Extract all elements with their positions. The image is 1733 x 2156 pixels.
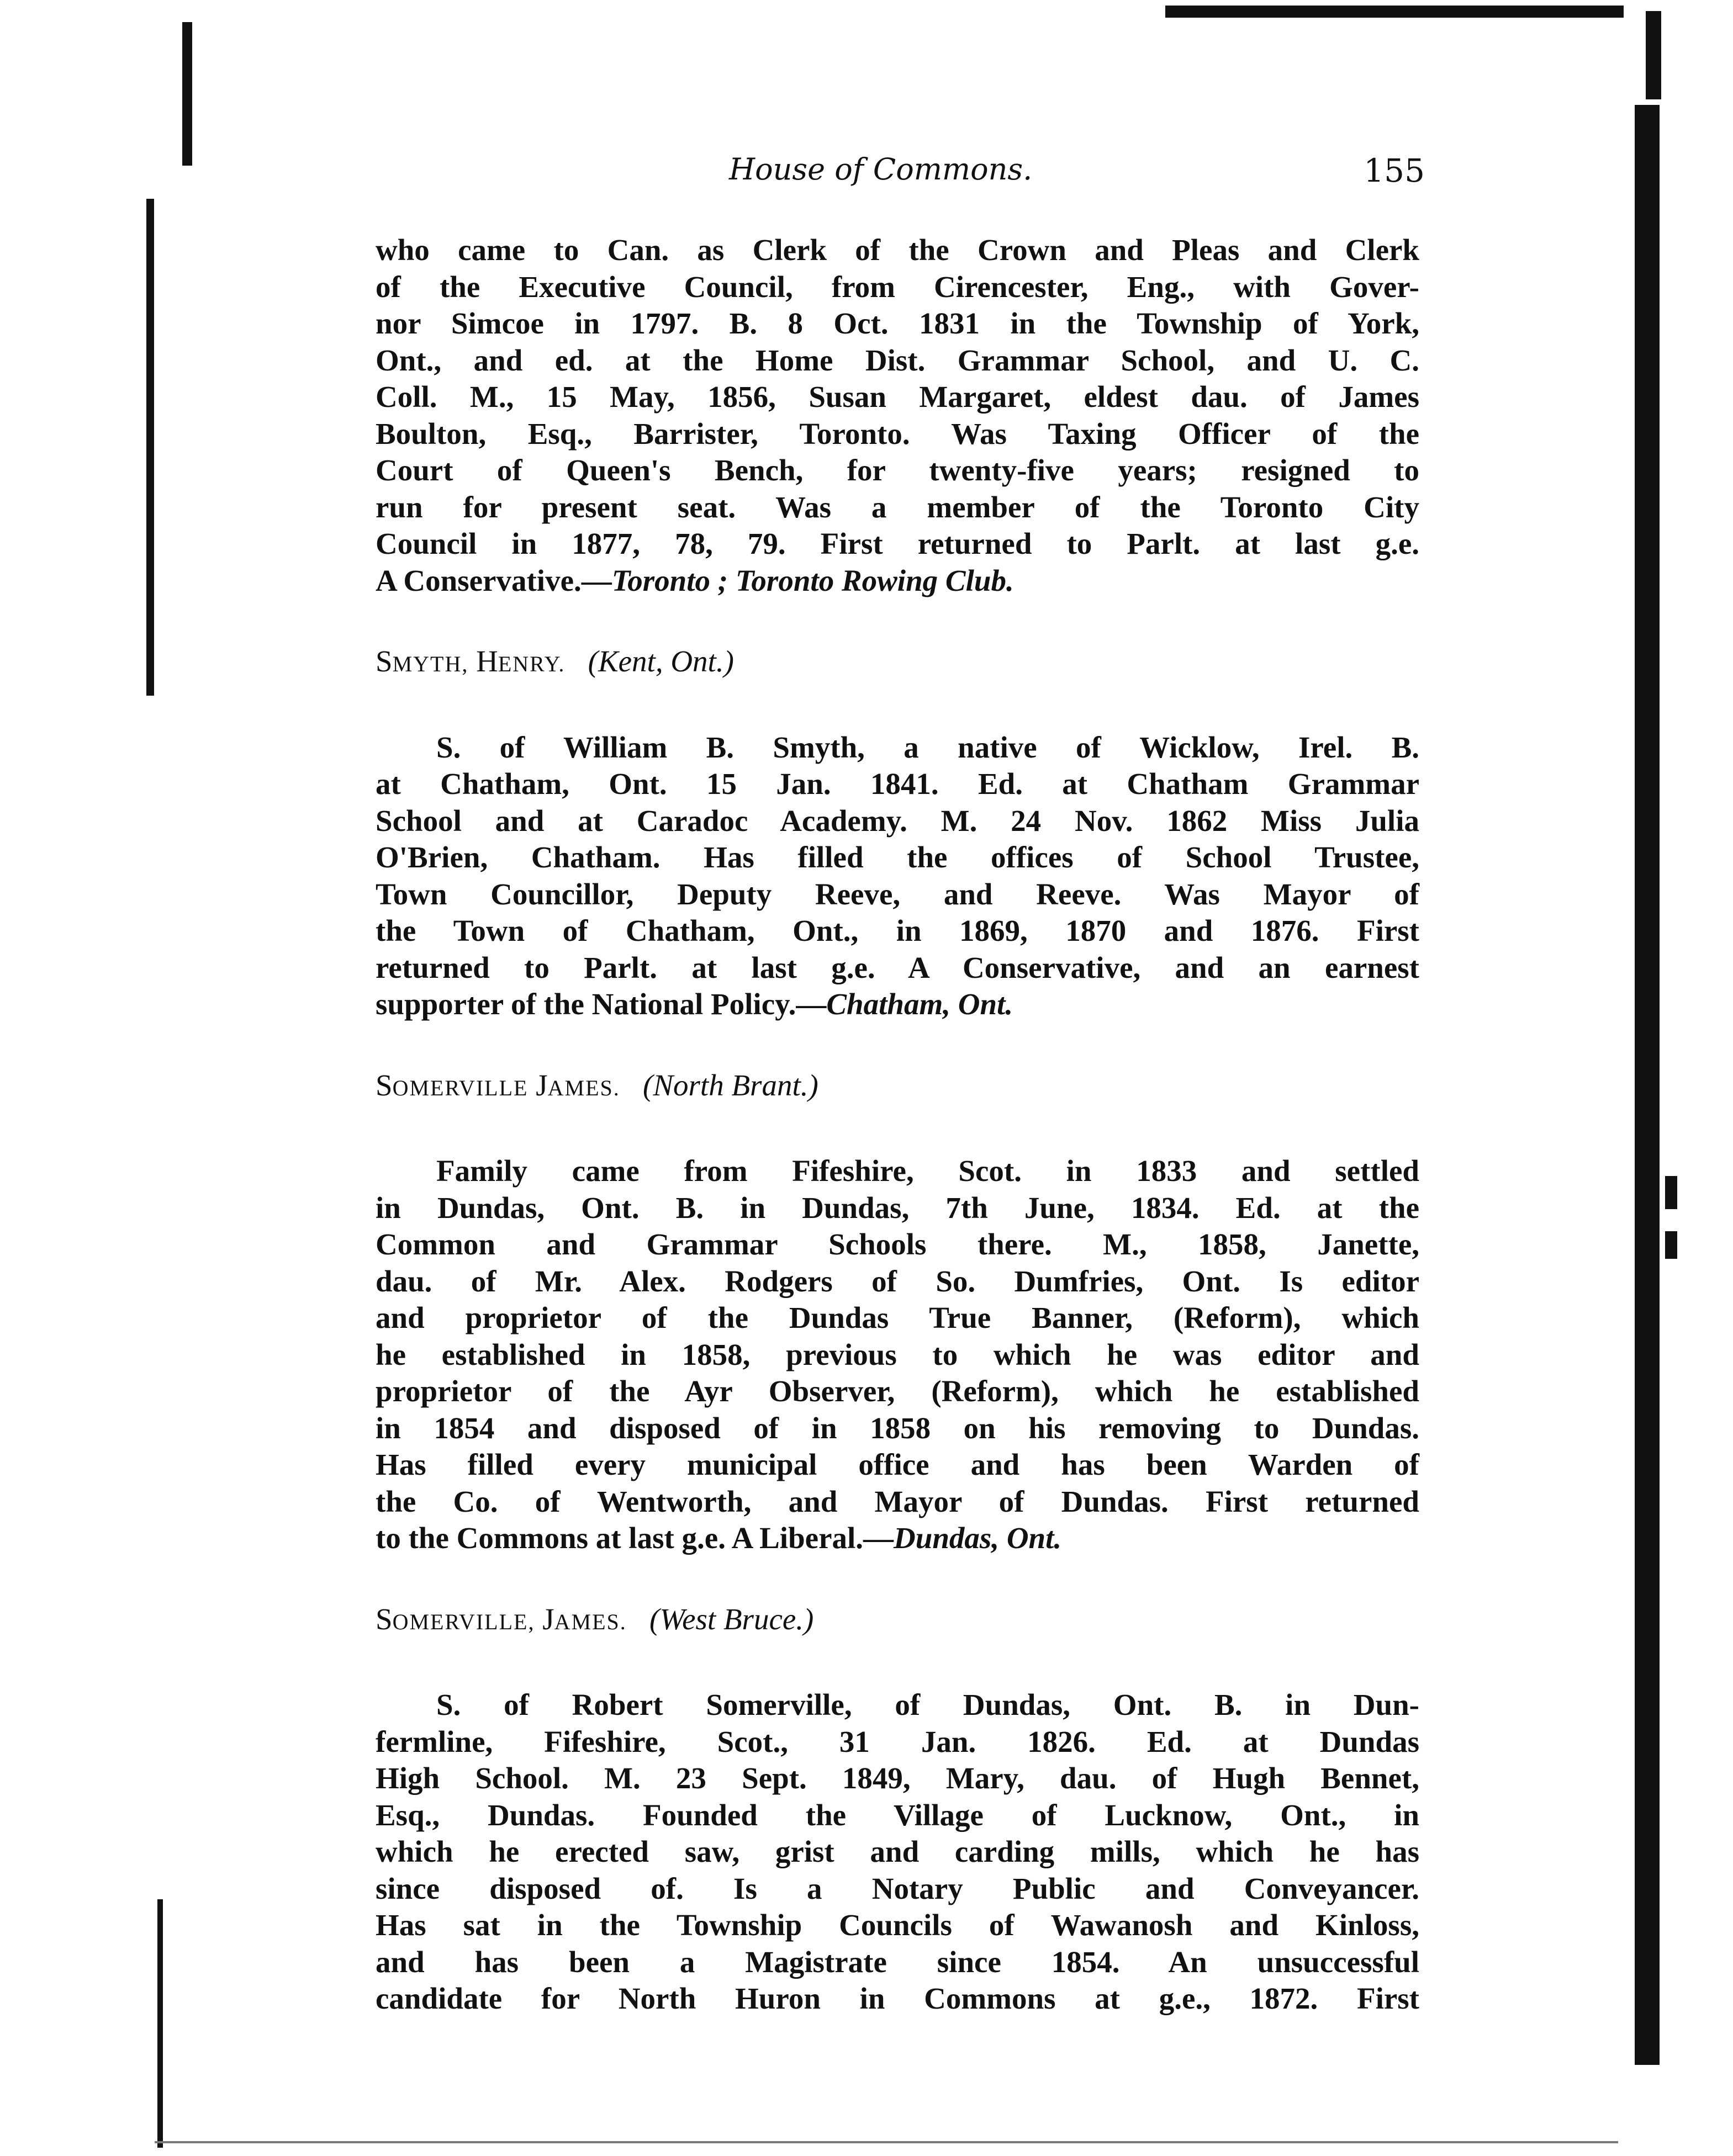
scan-edge-top-bar bbox=[1165, 6, 1624, 18]
scan-edge-left-line-bottom bbox=[157, 1899, 163, 2148]
text-line: in 1854 and disposed of in 1858 on his removing to Dundas. bbox=[376, 1411, 1419, 1445]
riding: (North Brant.) bbox=[643, 1068, 818, 1102]
text-line: which he erected saw, grist and carding mills, which he has bbox=[376, 1835, 1419, 1868]
text-line: Ont., and ed. at the Home Dist. Grammar School, and U. C. bbox=[376, 343, 1419, 377]
residence-and-clubs: Toronto ; Toronto Rowing Club. bbox=[611, 563, 1014, 597]
text-line: S. of William B. Smyth, a native of Wicklow, Irel. B. bbox=[436, 730, 1419, 764]
continued-entry bbox=[376, 232, 1419, 599]
entry-body bbox=[376, 1153, 1419, 1557]
surname-rest: MYTH, bbox=[392, 651, 469, 676]
scan-mark-right-1 bbox=[1665, 1176, 1677, 1209]
text-line: Court of Queen's Bench, for twenty-five years; resigned to bbox=[376, 453, 1419, 487]
surname-initial: S bbox=[376, 1068, 393, 1102]
running-head: House of Commons. bbox=[729, 152, 1033, 187]
surname-initial: S bbox=[376, 644, 393, 678]
entry-heading bbox=[376, 1601, 1419, 1641]
text-line: he established in 1858, previous to which he was editor and bbox=[376, 1337, 1419, 1371]
text-line: dau. of Mr. Alex. Rodgers of So. Dumfries, Ont. Is editor bbox=[376, 1264, 1419, 1298]
surname-rest: OMERVILLE bbox=[392, 1075, 529, 1100]
text-line: Has filled every municipal office and has been Warden of bbox=[376, 1448, 1419, 1481]
scan-edge-bottom-line bbox=[155, 2141, 1618, 2143]
given-rest: AMES. bbox=[554, 1609, 627, 1634]
text-line: fermline, Fifeshire, Scot., 31 Jan. 1826. Ed. at Dundas bbox=[376, 1724, 1419, 1758]
page-header bbox=[376, 152, 1425, 202]
entry-body bbox=[376, 1687, 1419, 2017]
scan-edge-right-bar-top bbox=[1646, 11, 1661, 99]
given-initial: J bbox=[542, 1602, 554, 1636]
text-line: and has been a Magistrate since 1854. An unsuccessful bbox=[376, 1945, 1419, 1979]
text-line: Boulton, Esq., Barrister, Toronto. Was Taxing Officer of the bbox=[376, 416, 1419, 451]
closing-text: A Conservative.— bbox=[376, 563, 612, 597]
closing-text: to the Commons at last g.e. A Liberal.— bbox=[376, 1521, 894, 1555]
entry-body bbox=[376, 729, 1419, 1023]
given-rest: ENRY. bbox=[498, 651, 566, 676]
riding: (West Bruce.) bbox=[649, 1602, 814, 1636]
surname-initial: S bbox=[376, 1602, 393, 1636]
text-line: the Co. of Wentworth, and Mayor of Dundas. First returned bbox=[376, 1484, 1419, 1518]
text-line-last bbox=[376, 1520, 1419, 1557]
residence: Dundas, Ont. bbox=[894, 1521, 1062, 1555]
text-line: Council in 1877, 78, 79. First returned to Parlt. at last g.e. bbox=[376, 527, 1419, 560]
text-line: High School. M. 23 Sept. 1849, Mary, dau. of Hugh Bennet, bbox=[376, 1761, 1419, 1795]
text-line: returned to Parlt. at last g.e. A Conservative, and an earnest bbox=[376, 950, 1419, 984]
text-line: nor Simcoe in 1797. B. 8 Oct. 1831 in the Township of York, bbox=[376, 306, 1419, 340]
text-line: proprietor of the Ayr Observer, (Reform), which he established bbox=[376, 1374, 1419, 1408]
given-rest: AMES. bbox=[547, 1075, 620, 1100]
scan-edge-left-line-mid bbox=[146, 199, 154, 696]
closing-text: supporter of the National Policy.— bbox=[376, 987, 827, 1021]
page-body bbox=[376, 232, 1419, 2017]
text-line: since disposed of. Is a Notary Public and Conveyancer. bbox=[376, 1871, 1419, 1905]
scan-edge-left-line-top bbox=[182, 22, 192, 166]
text-line: the Town of Chatham, Ont., in 1869, 1870 and 1876. First bbox=[376, 914, 1419, 947]
text-line: of the Executive Council, from Cirencester, Eng., with Gover- bbox=[376, 269, 1419, 304]
given-initial: H bbox=[476, 644, 498, 678]
text-line: Common and Grammar Schools there. M., 1858, Janette, bbox=[376, 1227, 1419, 1261]
given-initial: J bbox=[536, 1068, 548, 1102]
text-line: in Dundas, Ont. B. in Dundas, 7th June, 1834. Ed. at the bbox=[376, 1190, 1419, 1225]
page-number: 155 bbox=[1364, 152, 1425, 189]
text-line: School and at Caradoc Academy. M. 24 Nov. 1862 Miss Julia bbox=[376, 803, 1419, 838]
text-line: and proprietor of the Dundas True Banner, (Reform), which bbox=[376, 1301, 1419, 1334]
residence: Chatham, Ont. bbox=[826, 987, 1013, 1021]
text-line: S. of Robert Somerville, of Dundas, Ont. B. in Dun- bbox=[436, 1688, 1419, 1721]
text-line: Family came from Fifeshire, Scot. in 1833 and settled bbox=[436, 1154, 1419, 1188]
scan-mark-right-2 bbox=[1665, 1231, 1677, 1259]
scan-edge-right-bar bbox=[1635, 105, 1660, 2065]
entry-heading bbox=[376, 643, 1419, 683]
entry-heading bbox=[376, 1067, 1419, 1107]
text-line: O'Brien, Chatham. Has filled the offices of School Trustee, bbox=[376, 840, 1419, 874]
text-line: candidate for North Huron in Commons at g.e., 1872. First bbox=[376, 1982, 1419, 2015]
text-line: at Chatham, Ont. 15 Jan. 1841. Ed. at Chatham Grammar bbox=[376, 767, 1419, 801]
text-line: Town Councillor, Deputy Reeve, and Reeve. Was Mayor of bbox=[376, 877, 1419, 911]
surname-rest: OMERVILLE, bbox=[392, 1609, 535, 1634]
text-line-last bbox=[376, 563, 1419, 600]
text-line: Coll. M., 15 May, 1856, Susan Margaret, eldest dau. of James bbox=[376, 380, 1419, 414]
riding: (Kent, Ont.) bbox=[588, 644, 734, 678]
text-line-last bbox=[376, 986, 1419, 1023]
text-line: who came to Can. as Clerk of the Crown and Pleas and Clerk bbox=[376, 233, 1419, 267]
text-line: Esq., Dundas. Founded the Village of Lucknow, Ont., in bbox=[376, 1798, 1419, 1832]
text-line: run for present seat. Was a member of the Toronto City bbox=[376, 490, 1419, 524]
text-line: Has sat in the Township Councils of Wawanosh and Kinloss, bbox=[376, 1908, 1419, 1942]
